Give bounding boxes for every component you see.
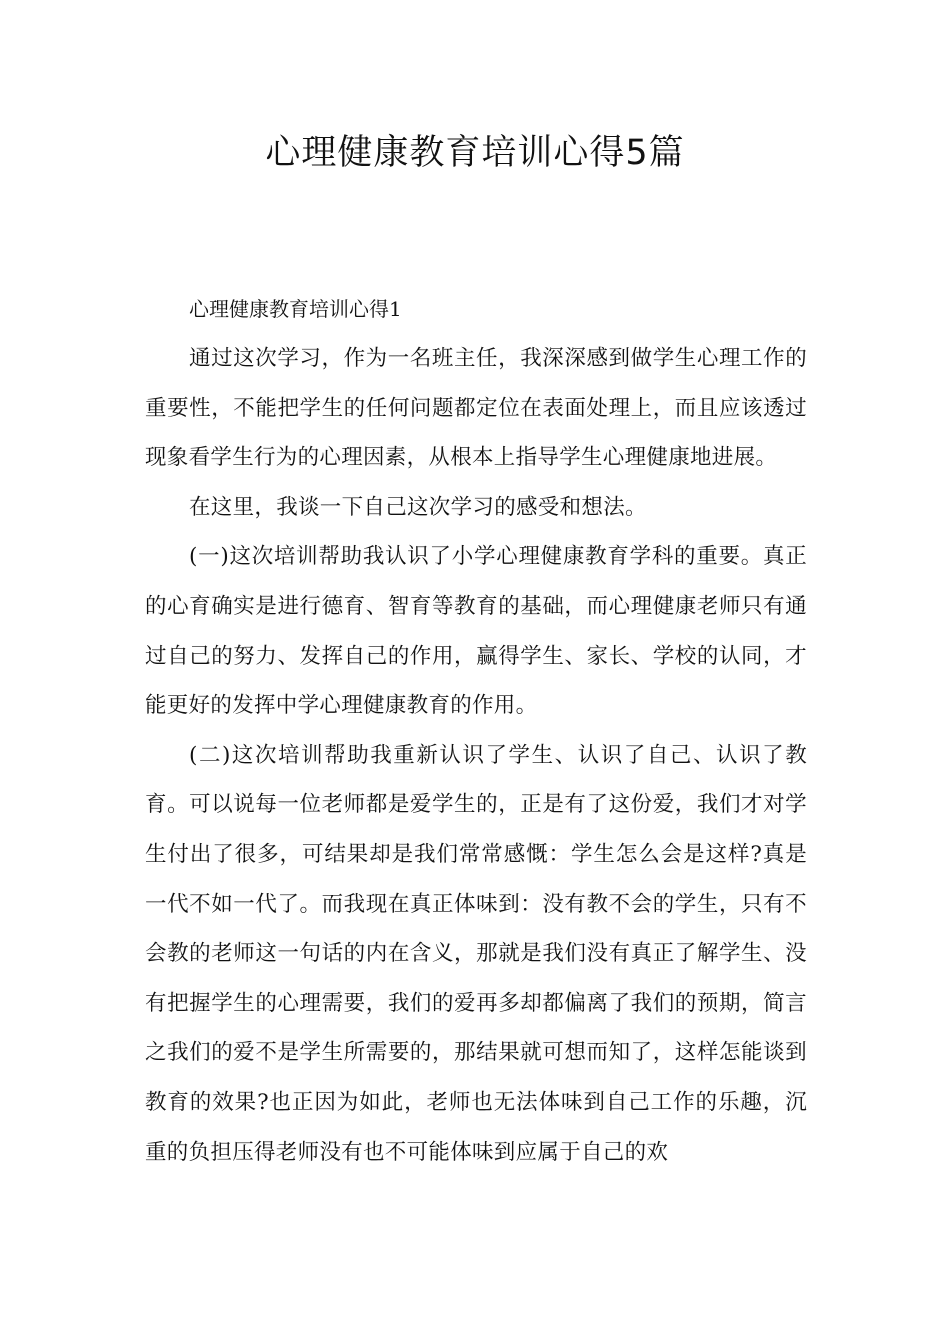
section-heading: 心理健康教育培训心得1 (189, 297, 402, 321)
paragraph-2: 在这里，我谈一下自己这次学习的感受和想法。 (189, 494, 647, 520)
document-body (145, 284, 807, 1177)
paragraph-4: (二)这次培训帮助我重新认识了学生、认识了自己、认识了教育。可以说每一位老师都是爱学生的，正是有了这份爱，我们才对学生付出了很多，可结果却是我们常常感慨：学生怎么会是这样?真是一代不如一代了。而我现在真正体味到：没有教不会的学生，只有不会教的老师这一句话的内在含义，那就是我们没有真正了解学生、没有把握学生的心理需要，我们的爱再多却都偏离了我们的预期，简言之我们的爱不是学生所需要的，那结果就可想而知了，这样怎能谈到教育的效果?也正因为如此，老师也无法体味到自己工作的乐趣，沉重的负担压得老师没有也不可能体味到应属于自己的欢 (145, 742, 807, 1165)
document-title: 心理健康教育培训心得5篇 (265, 133, 685, 173)
paragraph-3: (一)这次培训帮助我认识了小学心理健康教育学科的重要。真正的心育确实是进行德育、智育等教育的基础，而心理健康老师只有通过自己的努力、发挥自己的作用，赢得学生、家长、学校的认同，才能更好的发挥中学心理健康教育的作用。 (145, 544, 807, 719)
paragraph-1: 通过这次学习，作为一名班主任，我深深感到做学生心理工作的重要性，不能把学生的任何问题都定位在表面处理上，而且应该透过现象看学生行为的心理因素，从根本上指导学生心理健康地进展。 (145, 346, 807, 471)
